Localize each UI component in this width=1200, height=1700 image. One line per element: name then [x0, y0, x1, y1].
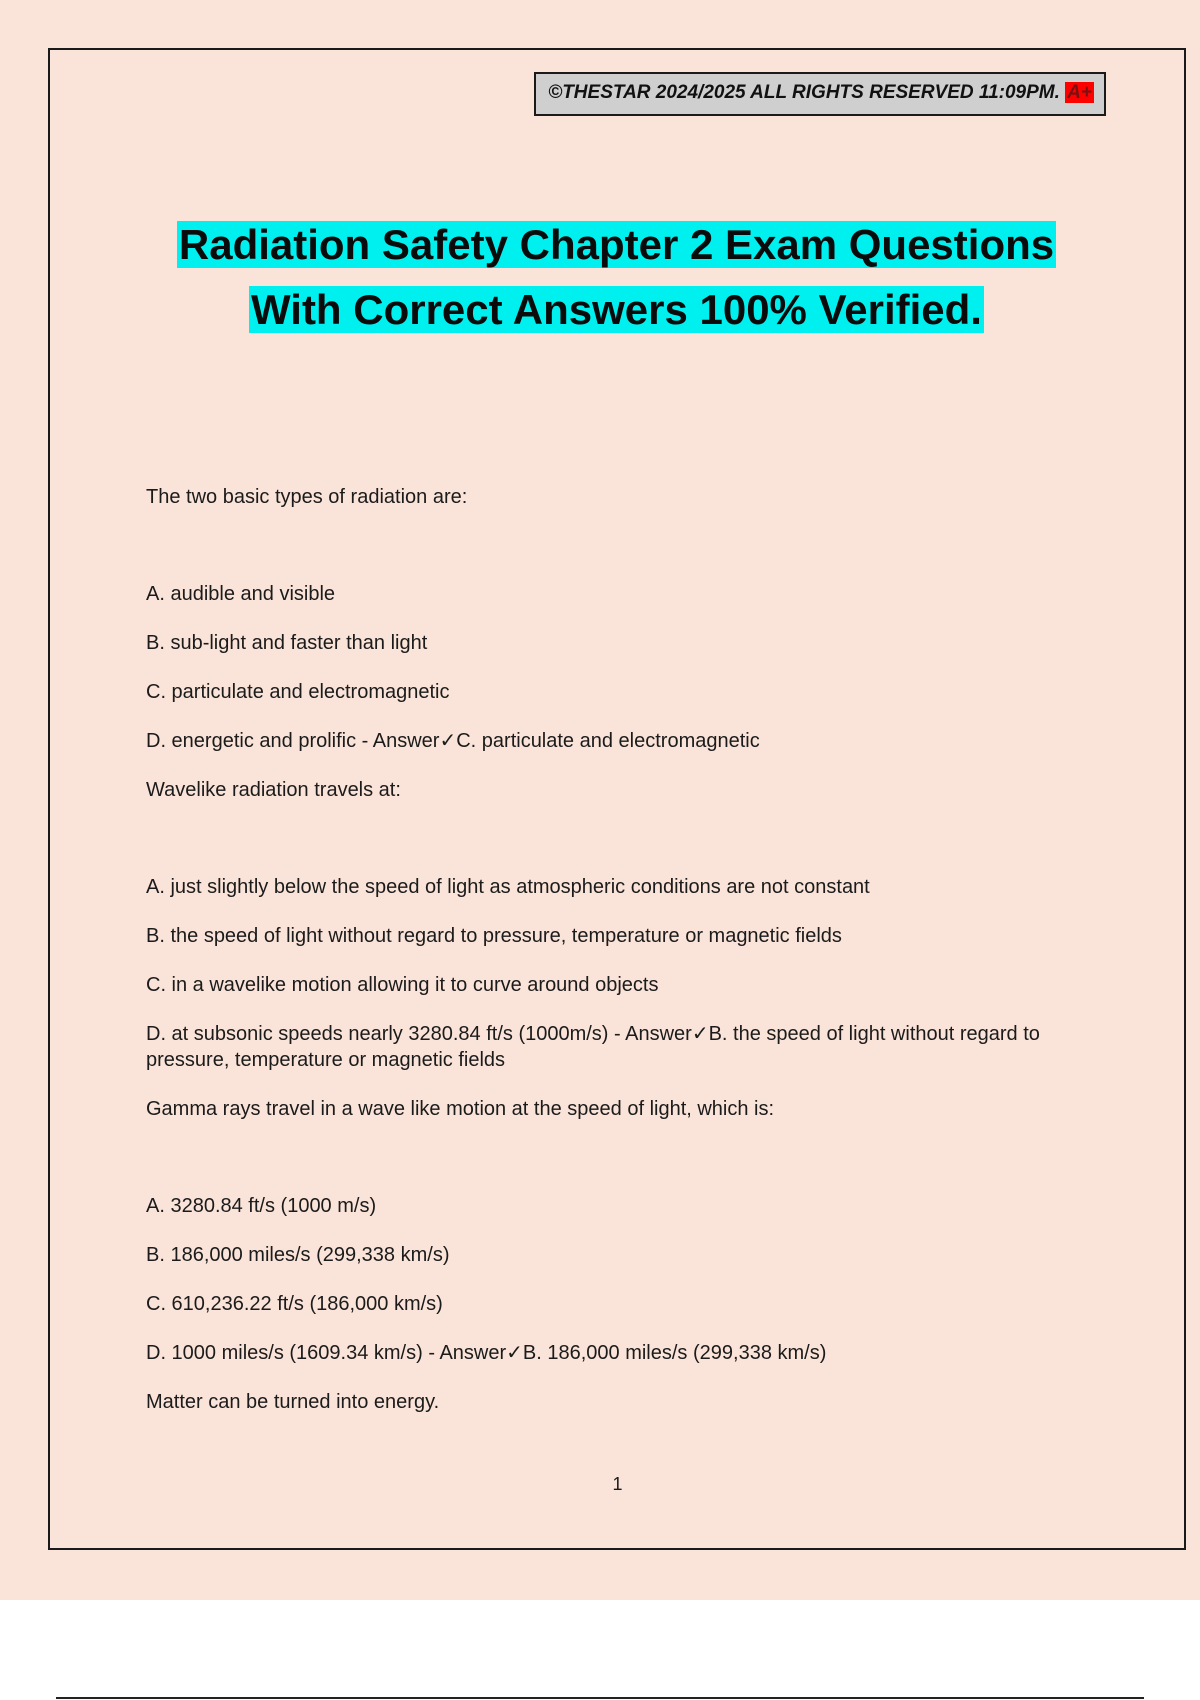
answer-option: B. 186,000 miles/s (299,338 km/s) [146, 1244, 450, 1266]
answer-option: B. the speed of light without regard to pressure, temperature or magnetic fields [146, 925, 842, 947]
grade-badge: A+ [1067, 82, 1092, 103]
title-line-2: With Correct Answers 100% Verified. [251, 286, 982, 333]
answer-option: A. audible and visible [146, 583, 336, 605]
page-number: 1 [612, 1474, 623, 1494]
answer-option: C. particulate and electromagnetic [146, 681, 450, 703]
copyright-text: ©THESTAR 2024/2025 ALL RIGHTS RESERVED 11:09PM. [548, 82, 1060, 103]
title-line-1: Radiation Safety Chapter 2 Exam Questions [178, 221, 1055, 268]
copyright-banner [534, 72, 1106, 116]
question-list [146, 484, 1076, 1415]
answer-option: C. in a wavelike motion allowing it to curve around objects [146, 974, 659, 996]
question-text: The two basic types of radiation are: [146, 486, 468, 508]
answer-option: A. just slightly below the speed of light as atmospheric conditions are not constant [146, 876, 870, 898]
answer-option-with-correct-answer: D. 1000 miles/s (1609.34 km/s) - Answer✓B. 186,000 miles/s (299,338 km/s) [146, 1342, 827, 1364]
page-title [60, 212, 1173, 342]
answer-option-with-correct-answer: D. energetic and prolific - Answer✓C. particulate and electromagnetic [146, 730, 760, 752]
answer-option: C. 610,236.22 ft/s (186,000 km/s) [146, 1293, 443, 1315]
footer-divider [56, 1697, 1144, 1699]
question-text: Wavelike radiation travels at: [146, 779, 401, 801]
question-text: Matter can be turned into energy. [146, 1391, 440, 1413]
question-text: Gamma rays travel in a wave like motion at the speed of light, which is: [146, 1098, 775, 1120]
answer-option: A. 3280.84 ft/s (1000 m/s) [146, 1195, 377, 1217]
answer-option-with-correct-answer: D. at subsonic speeds nearly 3280.84 ft/s (1000m/s) - Answer✓B. the speed of light without regard to pressure, temperature or magnetic fields [146, 1023, 1040, 1071]
answer-option: B. sub-light and faster than light [146, 632, 428, 654]
